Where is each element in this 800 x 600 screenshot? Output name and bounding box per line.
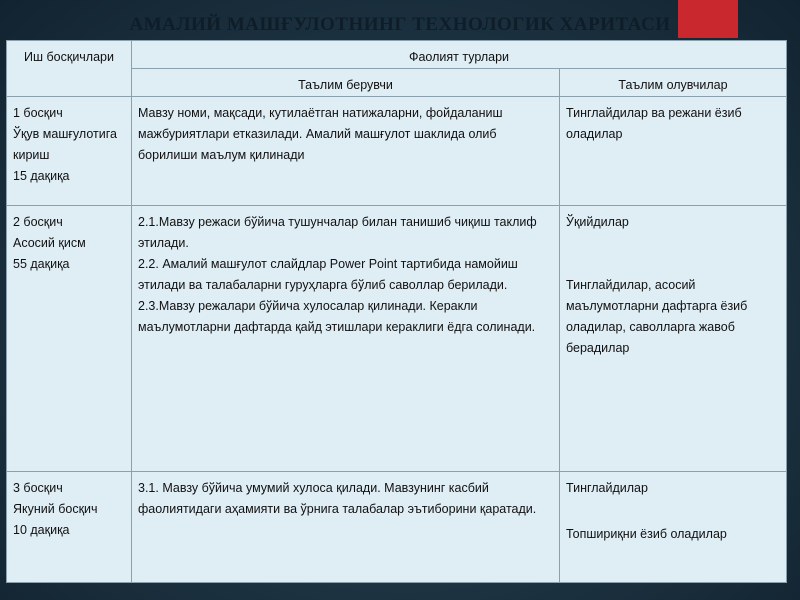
- stage-2-cell: [7, 206, 132, 472]
- spacer: [566, 499, 780, 524]
- stage-2-teacher-item-1: 2.1.Мавзу режаси бўйича тушунчалар билан танишиб чиқиш таклиф этилади.: [138, 215, 537, 250]
- stage-3-teacher-cell: [132, 472, 560, 583]
- stage-1-duration: 15 дақиқа: [13, 169, 70, 183]
- stage-2-name: Асосий қисм: [13, 236, 86, 250]
- stage-1-teacher-cell: [132, 97, 560, 206]
- stage-2-number: 2 босқич: [13, 215, 63, 229]
- table-row-stage-1: [7, 97, 787, 206]
- table-row-stage-2: [7, 206, 787, 472]
- stage-1-teacher-text: Мавзу номи, мақсади, кутилаётган натижаларни, фойдаланиш мажбуриятлари етказилади. Амалий машғулот шаклида олиб борилиши маълум қилинади: [138, 106, 503, 162]
- header-activities: Фаолият турлари: [132, 41, 787, 69]
- stage-1-name-line-1: Ўқув машғулотига: [13, 127, 117, 141]
- table-row-stage-3: [7, 472, 787, 583]
- stage-3-cell: [7, 472, 132, 583]
- stage-3-students-item-2: Топшириқни ёзиб оладилар: [566, 527, 727, 541]
- stage-2-teacher-item-2: 2.2. Амалий машғулот слайдлар Power Point тартибида намойиш этилади ва талабаларни гуруҳларга бўлиб саволлар берилади.: [138, 257, 518, 292]
- stage-1-number: 1 босқич: [13, 106, 63, 120]
- page-title: АМАЛИЙ МАШҒУЛОТНИНГ ТЕХНОЛОГИК ХАРИТАСИ: [129, 14, 671, 35]
- stage-2-teacher-cell: [132, 206, 560, 472]
- stage-3-number: 3 босқич: [13, 481, 63, 495]
- stage-2-students-cell: [560, 206, 787, 472]
- stage-2-duration: 55 дақиқа: [13, 257, 70, 271]
- stage-1-students-text: Тинглайдилар ва режани ёзиб оладилар: [566, 106, 742, 141]
- stage-2-students-item-1: Ўқийдилар: [566, 215, 629, 229]
- header-stages: Иш босқичлари: [7, 41, 132, 97]
- table-header-row: [7, 41, 787, 69]
- header-teacher: Таълим берувчи: [132, 69, 560, 97]
- header-students: Таълим олувчилар: [560, 69, 787, 97]
- stage-3-students-cell: [560, 472, 787, 583]
- stage-3-duration: 10 дақиқа: [13, 523, 70, 537]
- stage-3-name: Якуний босқич: [13, 502, 98, 516]
- stage-1-name-line-2: кириш: [13, 148, 50, 162]
- spacer: [566, 233, 780, 275]
- technology-map-table: [6, 40, 787, 583]
- stage-2-teacher-item-3: 2.3.Мавзу режалари бўйича хулосалар қилинади. Керакли маълумотларни дафтарда қайд этишлари кераклиги ёдга солинади.: [138, 299, 536, 334]
- stage-1-students-cell: [560, 97, 787, 206]
- stage-3-teacher-text: 3.1. Мавзу бўйича умумий хулоса қилади. Мавзунинг касбий фаолиятидаги аҳамияти ва ўрнига талабалар эътиборини қаратади.: [138, 481, 537, 516]
- stage-2-students-item-2: Тинглайдилар, асосий маълумотларни дафтарга ёзиб оладилар, саволларга жавоб берадилар: [566, 278, 748, 355]
- stage-1-cell: [7, 97, 132, 206]
- stage-3-students-item-1: Тинглайдилар: [566, 481, 648, 495]
